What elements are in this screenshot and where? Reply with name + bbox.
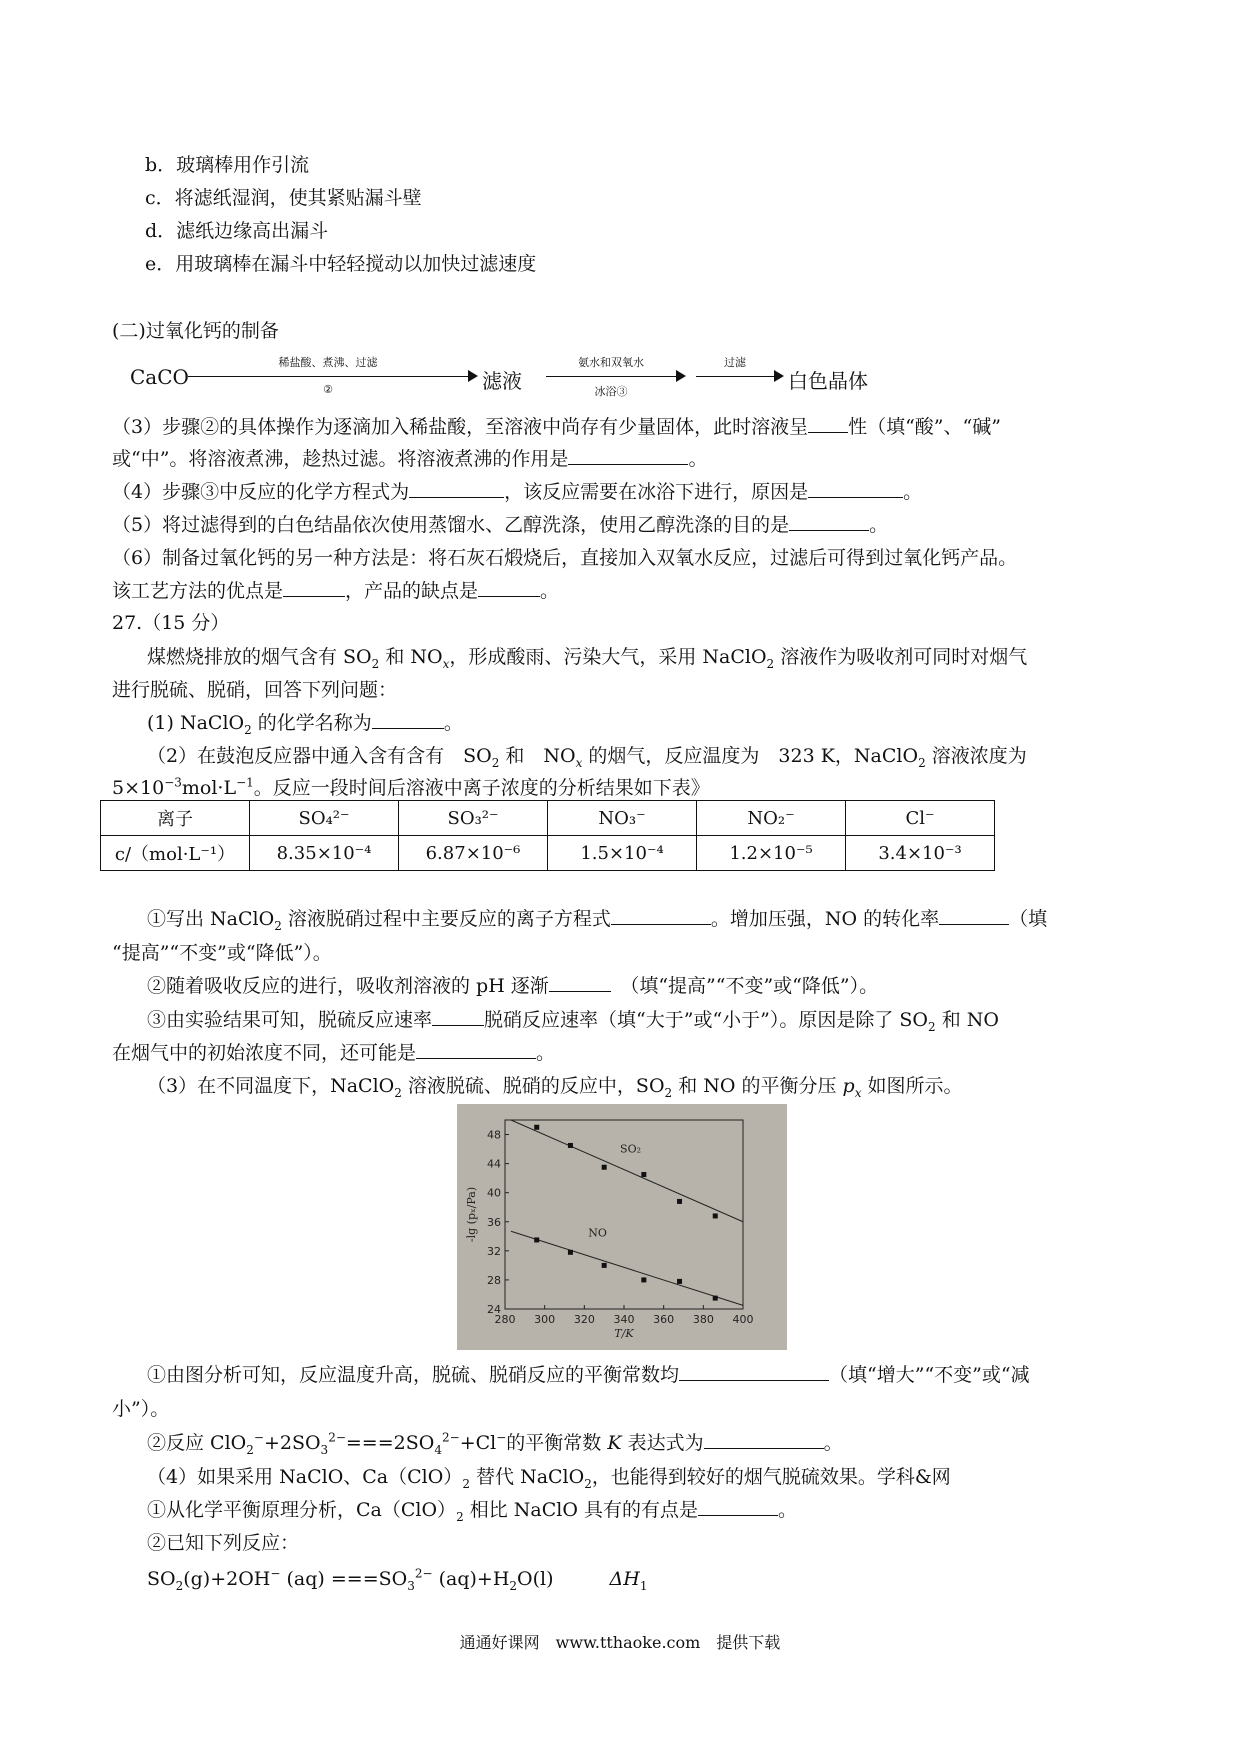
c2-text: 的平衡常数: [506, 1432, 602, 1454]
table-row: [101, 836, 995, 871]
answer-blank[interactable]: [679, 1362, 829, 1381]
d-question-2: ②已知下列反应：: [147, 1532, 300, 1554]
q27-part-2-line-1: （2）在鼓泡反应器中通入含有含有 $SO_2$ 和 $NO_x$ 的烟气，反应温度为 323 K，NaClO$_2$ 溶液浓度为: [147, 745, 1027, 770]
answer-blank[interactable]: [611, 906, 711, 925]
subq-3-line-1: ③由实验结果可知，脱硫反应速率 脱硝反应速率（填“大于”或“小于”）。原因是除了 $SO_2$ 和 NO: [147, 1009, 999, 1034]
c2-text: +2SO: [263, 1432, 321, 1454]
option-e: e．用玻璃棒在漏斗中轻轻搅动以加快过滤速度: [145, 253, 537, 275]
d1-text: 相比 NaClO 具有的有点是: [469, 1499, 698, 1521]
s2-text: （填“提高”“不变”或“降低”）。: [610, 975, 879, 997]
p2-text: mol·L: [181, 777, 237, 799]
question-6-line-1: （6）制备过氧化钙的另一种方法是：将石灰石煅烧后，直接加入双氧水反应，过滤后可得到过氧化钙产品。: [112, 547, 1018, 569]
x-tick-label: 400: [732, 1313, 754, 1326]
x-tick-label: 340: [613, 1313, 635, 1326]
eq-text: (g)+2OH: [183, 1568, 271, 1590]
series-label-so2: SO₂: [620, 1142, 642, 1156]
question-4: [112, 479, 922, 505]
x-tick-label: 360: [653, 1313, 675, 1326]
p4-text: （4）如果采用 NaClO、Ca（ClO）: [147, 1466, 463, 1488]
trend-line: [511, 1120, 743, 1222]
p3-text: （3）在不同温度下，NaClO: [147, 1075, 395, 1097]
preparation-flow: [130, 354, 1030, 400]
q3-text-b: 性（填“酸”、“碱”: [848, 416, 1001, 438]
intro-text: 和 NO: [385, 646, 443, 668]
table-header-cell: SO₄²⁻: [250, 801, 399, 836]
answer-blank[interactable]: [372, 710, 444, 729]
flow-arrow-1-bottom: ②: [323, 383, 333, 396]
option-d: d．滤纸边缘高出漏斗: [145, 220, 329, 242]
option-b: b．玻璃棒用作引流: [145, 154, 310, 176]
flow-start: CaCO: [130, 365, 189, 389]
answer-blank[interactable]: [808, 479, 903, 498]
table-cell: 1.5×10⁻⁴: [548, 836, 697, 871]
c1-text: ①由图分析可知，反应温度升高，脱硫、脱硝反应的平衡常数均: [147, 1364, 680, 1386]
chart-svg: [457, 1104, 787, 1350]
y-tick-label: 32: [487, 1244, 501, 1258]
intro-text: 溶液作为吸收剂可同时对烟气: [780, 646, 1028, 668]
q6-text-c: ，产品的缺点是: [345, 580, 479, 602]
q27-intro-line-2: 进行脱硫、脱硝，回答下列问题：: [112, 679, 398, 701]
flow-arrow-3: [696, 354, 784, 400]
p2-text: 和 NO: [505, 745, 576, 767]
p2-text: 5×10: [112, 777, 165, 799]
p2-text: 溶液浓度为: [931, 745, 1027, 767]
q27-part-3: （3）在不同温度下，NaClO$_2$ 溶液脱硫、脱硝的反应中，$SO_2$ 和 NO 的平衡分压 $p_x$ 如图所示。: [147, 1075, 963, 1100]
question-3-line-2: [112, 446, 707, 472]
q4-text-c: 。: [903, 481, 923, 503]
data-point: [602, 1165, 607, 1170]
answer-blank[interactable]: [549, 973, 611, 992]
data-point: [677, 1279, 682, 1284]
p3-text: 溶液脱硫、脱硝的反应中，SO: [407, 1075, 665, 1097]
data-point: [568, 1143, 573, 1148]
q6-text-b: 该工艺方法的优点是: [112, 580, 284, 602]
data-point: [534, 1125, 539, 1130]
intro-text: 煤燃烧排放的烟气含有 SO: [147, 646, 372, 668]
q4-text-a: （4）步骤③中反应的化学方程式为: [112, 481, 410, 503]
table-cell: 8.35×10⁻⁴: [250, 836, 399, 871]
x-axis-label: T/K: [614, 1327, 634, 1340]
c2-text: ===2SO: [345, 1432, 435, 1454]
answer-blank[interactable]: [704, 1430, 824, 1449]
data-point: [602, 1263, 607, 1268]
p1-text: 的化学名称为: [257, 712, 372, 734]
data-point: [641, 1277, 646, 1282]
flow-end: 白色晶体: [788, 369, 868, 393]
s1-text: ①写出 NaClO: [147, 908, 275, 930]
q27-part-1: (1) NaClO$_2$ 的化学名称为 。: [147, 712, 463, 737]
s3-text: 脱硝反应速率（填“大于”或“小于”）。原因是除了 SO: [484, 1009, 929, 1031]
question-5: [112, 512, 888, 538]
p3-text: 和 NO 的平衡分压: [678, 1075, 837, 1097]
eq-text: (aq) ===SO: [280, 1568, 408, 1590]
answer-blank[interactable]: [568, 446, 688, 465]
table-header-cell: SO₃²⁻: [399, 801, 548, 836]
data-point: [534, 1237, 539, 1242]
p1-text: (1) NaClO: [147, 712, 245, 734]
flow-arrow-2: [546, 354, 686, 400]
answer-blank[interactable]: [283, 578, 345, 597]
question-27-heading: 27.（15 分）: [112, 612, 230, 634]
subq-2: [147, 973, 878, 999]
s1-text: 。增加压强，NO 的转化率: [710, 908, 940, 930]
x-tick-label: 300: [534, 1313, 556, 1326]
data-point: [641, 1172, 646, 1177]
y-axis-label: -lg (pₓ/Pa): [465, 1186, 478, 1243]
answer-blank[interactable]: [409, 479, 504, 498]
s2-text: ②随着吸收反应的进行，吸收剂溶液的 pH 逐渐: [147, 975, 549, 997]
q3-text-a: （3）步骤②的具体操作为逐滴加入稀盐酸，至溶液中尚存有少量固体，此时溶液呈: [112, 416, 809, 438]
d1-text: 。: [777, 1499, 797, 1521]
q6-text-d: 。: [540, 580, 560, 602]
data-point: [713, 1213, 718, 1218]
answer-blank[interactable]: [808, 414, 848, 433]
c2-text: 表达式为: [627, 1432, 704, 1454]
data-point: [677, 1199, 682, 1204]
trend-line: [511, 1231, 743, 1305]
table-header-cell: NO₃⁻: [548, 801, 697, 836]
flow-arrow-3-top: 过滤: [724, 356, 746, 369]
flow-arrow-1-top: 稀盐酸、煮沸、过滤: [278, 356, 378, 369]
series-label-no: NO: [588, 1226, 607, 1240]
table-header-row: [101, 801, 995, 836]
data-point: [713, 1296, 718, 1301]
table-header-cell: 离子: [101, 801, 250, 836]
intro-text: ，形成酸雨、污染大气，采用 NaClO: [449, 646, 767, 668]
data-point: [568, 1250, 573, 1255]
q5-text-a: （5）将过滤得到的白色结晶依次使用蒸馏水、乙醇洗涤，使用乙醇洗涤的目的是: [112, 514, 790, 536]
y-tick-label: 44: [487, 1157, 501, 1171]
q4-text-b: ，该反应需要在冰浴下进行，原因是: [504, 481, 809, 503]
c2-text: 。: [823, 1432, 843, 1454]
p4-text: ，也能得到较好的烟气脱硫效果。学科&网: [591, 1466, 951, 1488]
c2-text: +Cl: [459, 1432, 497, 1454]
d1-text: ①从化学平衡原理分析，Ca（ClO）: [147, 1499, 457, 1521]
s1-text: 溶液脱硝过程中主要反应的离子方程式: [287, 908, 611, 930]
table-cell: c/（mol·L⁻¹）: [101, 836, 250, 871]
subq-3-line-2: [112, 1040, 555, 1066]
subq-1-line-1: ①写出 NaClO$_2$ 溶液脱硝过程中主要反应的离子方程式 。增加压强，NO 的转化率 （填: [147, 908, 1048, 933]
section-heading: (二)过氧化钙的制备: [112, 320, 279, 342]
flow-arrow-2-bottom: 冰浴③: [594, 385, 628, 398]
s3-text: 在烟气中的初始浓度不同，还可能是: [112, 1042, 417, 1064]
y-tick-label: 48: [487, 1128, 501, 1142]
page-footer: 通通好课网 www.tthaoke.com 提供下载: [459, 1633, 781, 1652]
q3-text-d: 。: [688, 448, 708, 470]
p2-text: 的烟气，反应温度为 323 K，NaClO: [588, 745, 919, 767]
q5-text-b: 。: [869, 514, 889, 536]
answer-blank[interactable]: [939, 906, 1009, 925]
equilibrium-pressure-chart: [457, 1104, 787, 1350]
answer-blank[interactable]: [478, 578, 540, 597]
q27-intro-line-1: 煤燃烧排放的烟气含有 $SO_2$ 和 $NO_x$，形成酸雨、污染大气，采用 NaClO$_2$ 溶液作为吸收剂可同时对烟气: [147, 646, 1028, 671]
chart-question-1-line-2: 小”）。: [112, 1398, 170, 1420]
table-cell: 1.2×10⁻⁵: [697, 836, 846, 871]
s1-text: （填: [1009, 908, 1048, 930]
question-6-line-2: [112, 578, 559, 604]
answer-blank[interactable]: [416, 1040, 536, 1059]
x-tick-label: 280: [494, 1313, 516, 1326]
answer-blank[interactable]: [789, 512, 869, 531]
s3-text: 。: [536, 1042, 556, 1064]
chart-question-2: ②反应 $ClO_2^-+2SO_3^{2-}===2SO_4^{2-}+Cl^-$的平衡常数 K 表达式为 。: [147, 1430, 843, 1457]
q27-part-2-line-2: $5\times 10^{-3}mol\cdot L^{-1}$。反应一段时间后溶液中离子浓度的分析结果如下表》: [112, 775, 710, 799]
question-3-line-1: [112, 414, 1001, 440]
p4-text: 替代 NaClO: [476, 1466, 585, 1488]
y-tick-label: 36: [487, 1215, 501, 1229]
option-c: c．将滤纸湿润，使其紧贴漏斗壁: [145, 187, 422, 209]
q3-text-c: 或“中”。将溶液煮沸，趁热过滤。将溶液煮沸的作用是: [112, 448, 569, 470]
flow-arrow-1: [188, 354, 478, 400]
c2-text: ②反应 ClO: [147, 1432, 247, 1454]
flow-mid: 滤液: [482, 369, 522, 393]
eq-text: (aq)+H: [432, 1568, 510, 1590]
s3-text: 和 NO: [941, 1009, 999, 1031]
p2-text: 。反应一段时间后溶液中离子浓度的分析结果如下表》: [253, 777, 710, 799]
c1-text: （填“增大”“不变”或“减: [829, 1364, 1030, 1386]
table-header-cell: NO₂⁻: [697, 801, 846, 836]
q27-part-4: （4）如果采用 NaClO、$Ca(ClO)_2$ 替代 NaClO$_2$，也能得到较好的烟气脱硫效果。学科&网: [147, 1466, 951, 1491]
flow-arrow-2-top: 氨水和双氧水: [578, 356, 644, 369]
eq-text: ΔH: [609, 1568, 640, 1590]
answer-blank[interactable]: [432, 1007, 484, 1026]
ion-concentration-table: [100, 800, 995, 871]
reaction-equation: $SO_2(g)+2OH^-$ $(aq) ===SO_3^{2-}$ $(aq)+H_2O(l)$ $\Delta H_1$: [147, 1566, 648, 1593]
p3-text: 如图所示。: [867, 1075, 963, 1097]
p2-text: （2）在鼓泡反应器中通入含有含有 SO: [147, 745, 492, 767]
s3-text: ③由实验结果可知，脱硫反应速率: [147, 1009, 433, 1031]
eq-text: O(l): [517, 1568, 554, 1590]
y-tick-label: 28: [487, 1273, 501, 1287]
chart-question-1-line-1: [147, 1362, 1030, 1388]
table-cell: 6.87×10⁻⁶: [399, 836, 548, 871]
subq-1-line-2: “提高”“不变”或“降低”）。: [112, 942, 332, 964]
y-tick-label: 24: [487, 1303, 501, 1316]
table-cell: 3.4×10⁻³: [846, 836, 995, 871]
answer-blank[interactable]: [698, 1497, 778, 1516]
eq-text: SO: [147, 1568, 176, 1590]
p1-text: 。: [443, 712, 463, 734]
y-tick-label: 40: [487, 1186, 501, 1200]
table-header-cell: Cl⁻: [846, 801, 995, 836]
x-tick-label: 380: [692, 1313, 714, 1326]
x-tick-label: 320: [573, 1313, 595, 1326]
d-question-1: ①从化学平衡原理分析，$Ca(ClO)_2$ 相比 NaClO 具有的有点是 。: [147, 1499, 797, 1524]
